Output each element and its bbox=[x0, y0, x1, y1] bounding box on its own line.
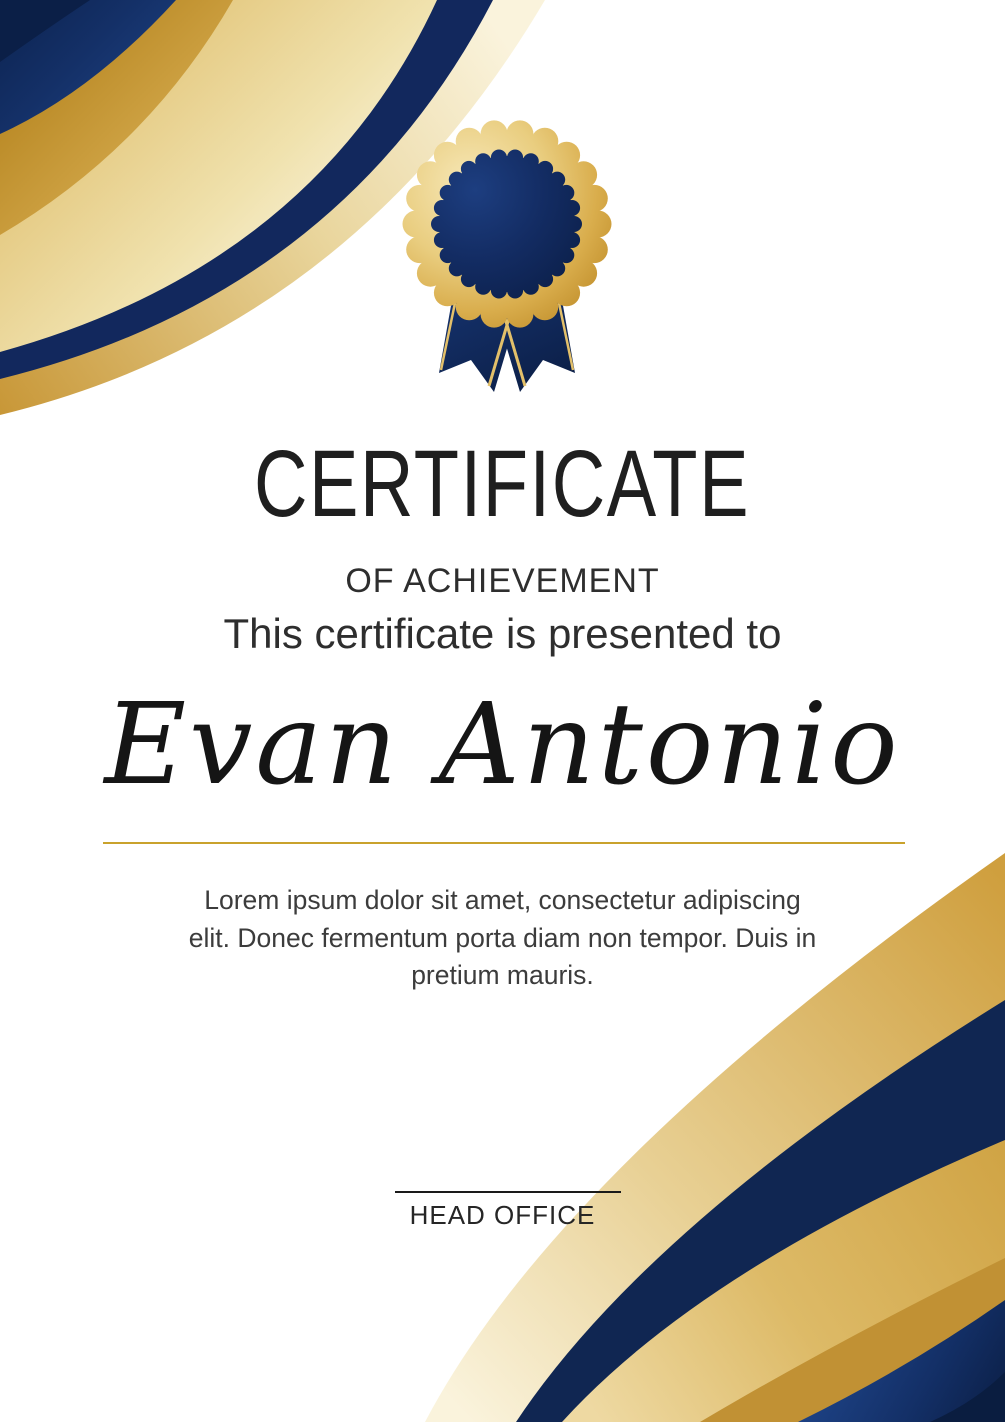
signature-rule bbox=[395, 1191, 621, 1193]
certificate-subtitle: OF ACHIEVEMENT bbox=[345, 562, 660, 600]
certificate-title bbox=[0, 431, 1005, 537]
gold-divider-rule bbox=[103, 842, 905, 844]
certificate-title-text: CERTIFICATE bbox=[254, 431, 751, 537]
recipient-name: Evan Antonio bbox=[104, 680, 901, 810]
signature-label: HEAD OFFICE bbox=[409, 1200, 596, 1230]
medal-rosette-icon bbox=[403, 120, 612, 392]
body-line: pretium mauris. bbox=[411, 960, 594, 990]
body-line: Lorem ipsum dolor sit amet, consectetur adipiscing bbox=[204, 885, 801, 915]
certificate-body-text bbox=[0, 882, 1005, 995]
body-line: elit. Donec fermentum porta diam non tempor. Duis in bbox=[188, 922, 817, 953]
presented-to-line: This certificate is presented to bbox=[223, 610, 782, 657]
